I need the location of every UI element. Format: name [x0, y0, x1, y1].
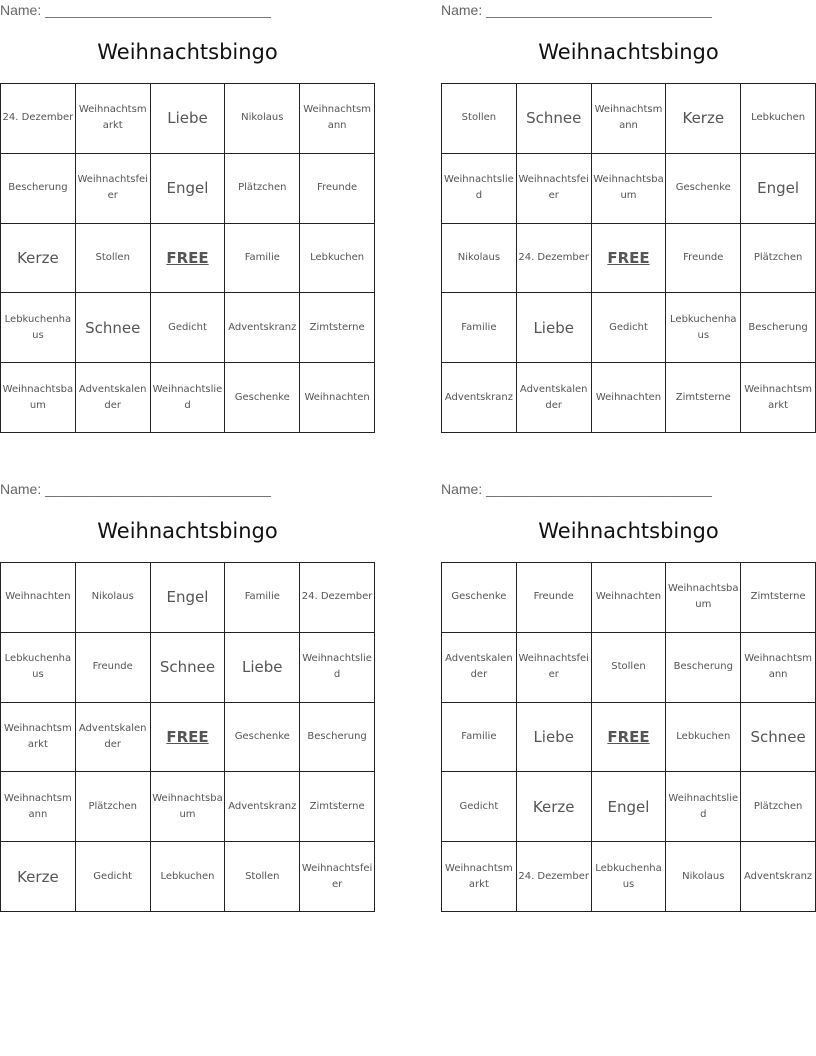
bingo-cell: Schnee — [741, 703, 816, 773]
bingo-cell: Familie — [442, 703, 517, 773]
bingo-cell: Weihnachtsbaum — [151, 772, 226, 842]
bingo-cell: Nikolaus — [666, 842, 741, 912]
bingo-cell: Kerze — [1, 842, 76, 912]
bingo-cell: Weihnachtsmann — [592, 84, 667, 154]
card-title: Weihnachtsbingo — [538, 40, 719, 64]
bingo-cell: Zimtsterne — [666, 363, 741, 433]
bingo-cell: Liebe — [225, 633, 300, 703]
bingo-cell: Lebkuchenhaus — [592, 842, 667, 912]
bingo-cell: Gedicht — [592, 293, 667, 363]
name-line: Name: _____________________________ — [0, 2, 271, 18]
name-line: Name: _____________________________ — [0, 481, 271, 497]
bingo-cell: Zimtsterne — [300, 293, 375, 363]
bingo-cell: Geschenke — [225, 703, 300, 773]
bingo-cell: Kerze — [666, 84, 741, 154]
bingo-cell: Adventskranz — [741, 842, 816, 912]
bingo-card-2 — [441, 0, 816, 440]
bingo-cell: Weihnachtsbaum — [1, 363, 76, 433]
bingo-cell: Adventskalender — [442, 633, 517, 703]
name-line: Name: _____________________________ — [441, 2, 712, 18]
bingo-cell: Weihnachtsbaum — [592, 154, 667, 224]
bingo-cell: Freunde — [666, 224, 741, 294]
bingo-cell: Bescherung — [741, 293, 816, 363]
bingo-cell: Lebkuchenhaus — [666, 293, 741, 363]
bingo-cell: Geschenke — [666, 154, 741, 224]
bingo-cell: Familie — [225, 563, 300, 633]
bingo-cell: Kerze — [1, 224, 76, 294]
free-space-cell: FREE — [592, 224, 667, 294]
bingo-cell: Stollen — [442, 84, 517, 154]
bingo-cell: Lebkuchen — [151, 842, 226, 912]
bingo-cell: Lebkuchen — [741, 84, 816, 154]
bingo-cell: Schnee — [517, 84, 592, 154]
bingo-grid — [441, 83, 816, 433]
bingo-cell: Stollen — [225, 842, 300, 912]
bingo-cell: Plätzchen — [741, 224, 816, 294]
bingo-cell: Weihnachten — [300, 363, 375, 433]
bingo-cell: Stollen — [76, 224, 151, 294]
bingo-cell: Lebkuchen — [666, 703, 741, 773]
bingo-card-3 — [0, 479, 375, 919]
bingo-cell: Weihnachtslied — [300, 633, 375, 703]
free-space-cell: FREE — [592, 703, 667, 773]
bingo-grid — [0, 562, 375, 912]
bingo-cell: 24. Dezember — [517, 224, 592, 294]
bingo-cell: Freunde — [517, 563, 592, 633]
bingo-cell: Geschenke — [442, 563, 517, 633]
bingo-cell: Adventskranz — [225, 293, 300, 363]
bingo-cell: 24. Dezember — [517, 842, 592, 912]
bingo-cell: Bescherung — [666, 633, 741, 703]
bingo-cell: Weihnachten — [1, 563, 76, 633]
card-title: Weihnachtsbingo — [97, 519, 278, 543]
bingo-cell: Schnee — [151, 633, 226, 703]
bingo-cell: Weihnachtsfeier — [300, 842, 375, 912]
bingo-cell: Weihnachten — [592, 563, 667, 633]
bingo-cell: Zimtsterne — [300, 772, 375, 842]
bingo-cell: Weihnachtsmann — [300, 84, 375, 154]
bingo-cell: 24. Dezember — [1, 84, 76, 154]
bingo-cell: Familie — [442, 293, 517, 363]
bingo-cell: Adventskalender — [76, 363, 151, 433]
bingo-cell: Plätzchen — [225, 154, 300, 224]
bingo-cell: Freunde — [76, 633, 151, 703]
bingo-cell: Engel — [592, 772, 667, 842]
bingo-cell: Weihnachtsfeier — [517, 633, 592, 703]
bingo-cell: Kerze — [517, 772, 592, 842]
bingo-cell: Weihnachtslied — [442, 154, 517, 224]
bingo-cell: Geschenke — [225, 363, 300, 433]
bingo-cell: Freunde — [300, 154, 375, 224]
bingo-cell: Plätzchen — [741, 772, 816, 842]
bingo-cell: Lebkuchenhaus — [1, 293, 76, 363]
bingo-cell: Schnee — [76, 293, 151, 363]
bingo-grid — [441, 562, 816, 912]
bingo-cell: Weihnachtsmarkt — [76, 84, 151, 154]
bingo-cell: Liebe — [151, 84, 226, 154]
bingo-cell: Gedicht — [151, 293, 226, 363]
bingo-cell: Familie — [225, 224, 300, 294]
bingo-cell: Weihnachtsfeier — [76, 154, 151, 224]
bingo-cell: Adventskranz — [225, 772, 300, 842]
bingo-cell: Weihnachtsmarkt — [741, 363, 816, 433]
bingo-cell: Plätzchen — [76, 772, 151, 842]
bingo-cell: Weihnachten — [592, 363, 667, 433]
bingo-cell: Adventskalender — [76, 703, 151, 773]
bingo-grid — [0, 83, 375, 433]
bingo-cell: Weihnachtsmarkt — [1, 703, 76, 773]
bingo-card-4 — [441, 479, 816, 919]
bingo-cell: Engel — [741, 154, 816, 224]
bingo-cell: Stollen — [592, 633, 667, 703]
bingo-cell: Lebkuchen — [300, 224, 375, 294]
bingo-cell: Weihnachtslied — [666, 772, 741, 842]
bingo-cell: Weihnachtslied — [151, 363, 226, 433]
name-line: Name: _____________________________ — [441, 481, 712, 497]
bingo-card-1 — [0, 0, 375, 440]
bingo-cell: Liebe — [517, 293, 592, 363]
bingo-cell: Nikolaus — [76, 563, 151, 633]
bingo-cell: Nikolaus — [442, 224, 517, 294]
bingo-cell: Weihnachtsmann — [1, 772, 76, 842]
free-space-cell: FREE — [151, 703, 226, 773]
bingo-cell: Adventskalender — [517, 363, 592, 433]
bingo-cell: Weihnachtsfeier — [517, 154, 592, 224]
bingo-cell: 24. Dezember — [300, 563, 375, 633]
bingo-cell: Adventskranz — [442, 363, 517, 433]
free-space-cell: FREE — [151, 224, 226, 294]
card-title: Weihnachtsbingo — [538, 519, 719, 543]
bingo-cell: Engel — [151, 154, 226, 224]
bingo-cell: Bescherung — [1, 154, 76, 224]
bingo-cell: Nikolaus — [225, 84, 300, 154]
bingo-cell: Weihnachtsmarkt — [442, 842, 517, 912]
bingo-cell: Gedicht — [442, 772, 517, 842]
bingo-cell: Gedicht — [76, 842, 151, 912]
card-title: Weihnachtsbingo — [97, 40, 278, 64]
bingo-cell: Liebe — [517, 703, 592, 773]
bingo-cell: Weihnachtsbaum — [666, 563, 741, 633]
bingo-cell: Lebkuchenhaus — [1, 633, 76, 703]
bingo-cell: Zimtsterne — [741, 563, 816, 633]
bingo-cell: Bescherung — [300, 703, 375, 773]
bingo-cell: Engel — [151, 563, 226, 633]
bingo-cell: Weihnachtsmann — [741, 633, 816, 703]
